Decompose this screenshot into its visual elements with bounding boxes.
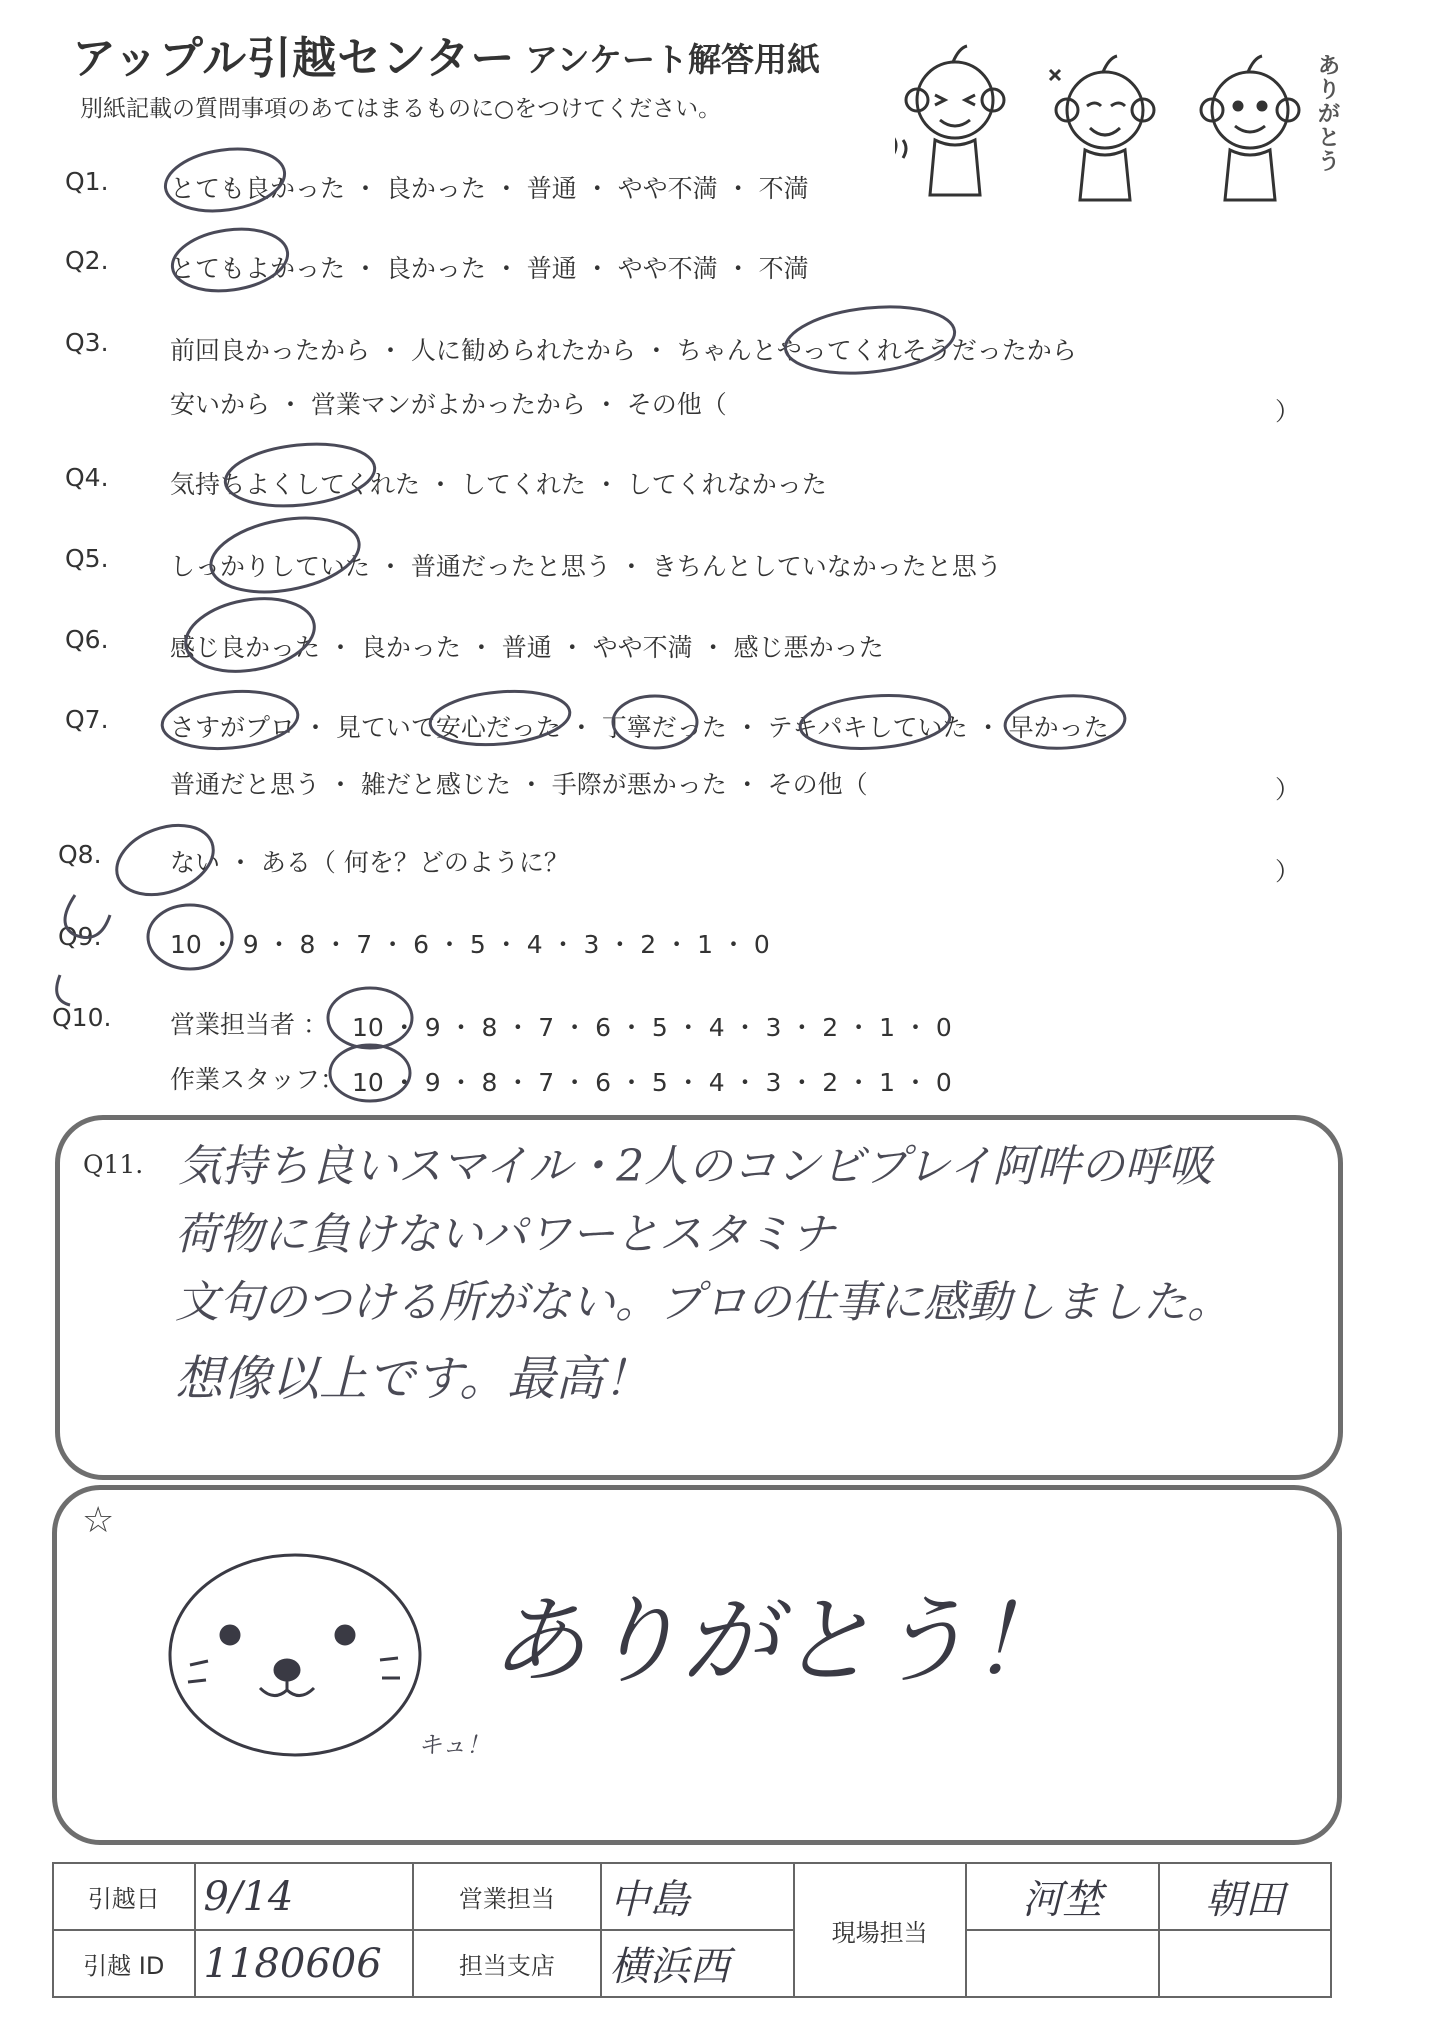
q2-answer-circle (168, 222, 291, 298)
q5-answer-circle (205, 508, 365, 603)
site-staff-empty-1 (966, 1930, 1159, 1997)
move-id-value: 1180606 (195, 1930, 413, 1997)
site-staff-1: 河埜 (966, 1863, 1159, 1930)
q7-options-line2: 普通だと思う ・ 雑だと感じた ・ 手際が悪かった ・ その他（ (170, 770, 868, 799)
q11-comment-line-4: 想像以上です。最高！ (175, 1351, 652, 1407)
q4-label: Q4. (65, 463, 109, 492)
q4-answer-circle (222, 437, 377, 512)
instruction-text: 別紙記載の質問事項のあてはまるものに○をつけてください。 (80, 96, 722, 122)
mascot-thanks-caption: あ り が と う (1318, 54, 1341, 175)
q1-answer-circle (161, 142, 288, 218)
q7-answer-circle-4 (798, 691, 951, 753)
q7-answer-circle-1 (160, 686, 300, 754)
q3-answer-circle (782, 299, 958, 380)
q8-answer-circle (107, 813, 223, 907)
thanks-handwritten-message: ありがとう！ (490, 1585, 1066, 1697)
q11-comment-line-1: 気持ち良いスマイル・2人のコンビプレイ阿吽の呼吸 (178, 1141, 1213, 1192)
q1-label: Q1. (65, 167, 109, 196)
q11-label: Q11. (83, 1150, 144, 1179)
q6-label: Q6. (65, 625, 109, 654)
q9-scale: 10 ・ 9 ・ 8 ・ 7 ・ 6 ・ 5 ・ 4 ・ 3 ・ 2 ・ 1 ・ 0 (170, 930, 770, 959)
q7-options: さすがプロ ・ 見ていて安心だった ・ 丁寧だった ・ テキパキしていた ・ 早かった (170, 713, 1109, 742)
move-id-label: 引越 ID (53, 1930, 195, 1997)
q10-sales-answer-circle (328, 988, 412, 1048)
branch-name: 横浜西 (601, 1930, 794, 1997)
q6-options: 感じ良かった ・ 良かった ・ 普通 ・ やや不満 ・ 感じ悪かった (170, 633, 884, 662)
footer-info-table (52, 1862, 1332, 1998)
q11-comment-line-3: 文句のつける所がない。プロの仕事に感動しました。 (175, 1277, 1231, 1328)
q3-options-line2: 安いから ・ 営業マンがよかったから ・ その他（ (170, 390, 727, 419)
q8-label: Q8. (58, 840, 102, 869)
sales-name: 中島 (601, 1863, 794, 1930)
q8-close-paren: ） (1275, 857, 1301, 886)
q7-answer-circle-2 (428, 686, 572, 750)
q2-label: Q2. (65, 246, 109, 275)
q10-label: Q10. (52, 1003, 112, 1032)
q9-answer-circle (148, 905, 232, 969)
q10-staff-scale: 10 ・ 9 ・ 8 ・ 7 ・ 6 ・ 5 ・ 4 ・ 3 ・ 2 ・ 1 ・ 0 (352, 1068, 952, 1097)
q7-label: Q7. (65, 705, 109, 734)
q3-options: 前回良かったから ・ 人に勧められたから ・ ちゃんとやってくれそうだったから (170, 336, 1077, 365)
star-icon: ☆ (82, 1500, 115, 1541)
q5-options: しっかりしていた ・ 普通だったと思う ・ きちんとしていなかったと思う (170, 552, 1002, 581)
move-date-label: 引越日 (53, 1863, 195, 1930)
branch-label: 担当支店 (413, 1930, 601, 1997)
move-date-value: 9/14 (195, 1863, 413, 1930)
q7-close-paren: ） (1275, 775, 1301, 804)
seal-drawing (150, 1540, 440, 1770)
q9-label: Q9. (58, 922, 102, 951)
form-subtitle: アンケート解答用紙 (525, 40, 821, 79)
q3-close-paren: ） (1275, 397, 1301, 426)
seal-sound-text: キュ！ (418, 1731, 490, 1759)
q10-staff-answer-circle (330, 1045, 410, 1101)
q7-answer-circle-5 (1003, 692, 1126, 752)
site-staff-2: 朝田 (1159, 1863, 1331, 1930)
q8-number-mark (65, 895, 110, 938)
q1-options: とても良かった ・ 良かった ・ 普通 ・ やや不満 ・ 不満 (170, 174, 809, 203)
q5-label: Q5. (65, 544, 109, 573)
q3-label: Q3. (65, 328, 109, 357)
q6-answer-circle (180, 589, 320, 681)
sales-label: 営業担当 (413, 1863, 601, 1930)
q11-comment-line-2: 荷物に負けないパワーとスタミナ (175, 1209, 835, 1260)
q10-staff-label: 作業スタッフ： (170, 1065, 346, 1094)
q2-options: とてもよかった ・ 良かった ・ 普通 ・ やや不満 ・ 不満 (170, 254, 809, 283)
q4-options: 気持ちよくしてくれた ・ してくれた ・ してくれなかった (170, 470, 827, 499)
q8-options: ない ・ ある（ 何を？どのように？ (170, 848, 569, 877)
site-label: 現場担当 (794, 1863, 966, 1997)
site-staff-empty-2 (1159, 1930, 1331, 1997)
company-title: アップル引越センター (72, 33, 516, 84)
q7-answer-circle-3 (613, 696, 697, 748)
q10-sales-scale: 10 ・ 9 ・ 8 ・ 7 ・ 6 ・ 5 ・ 4 ・ 3 ・ 2 ・ 1 ・ 0 (352, 1013, 952, 1042)
q9-number-mark (57, 975, 70, 1005)
q10-sales-label: 営業担当者 ： (170, 1010, 328, 1039)
